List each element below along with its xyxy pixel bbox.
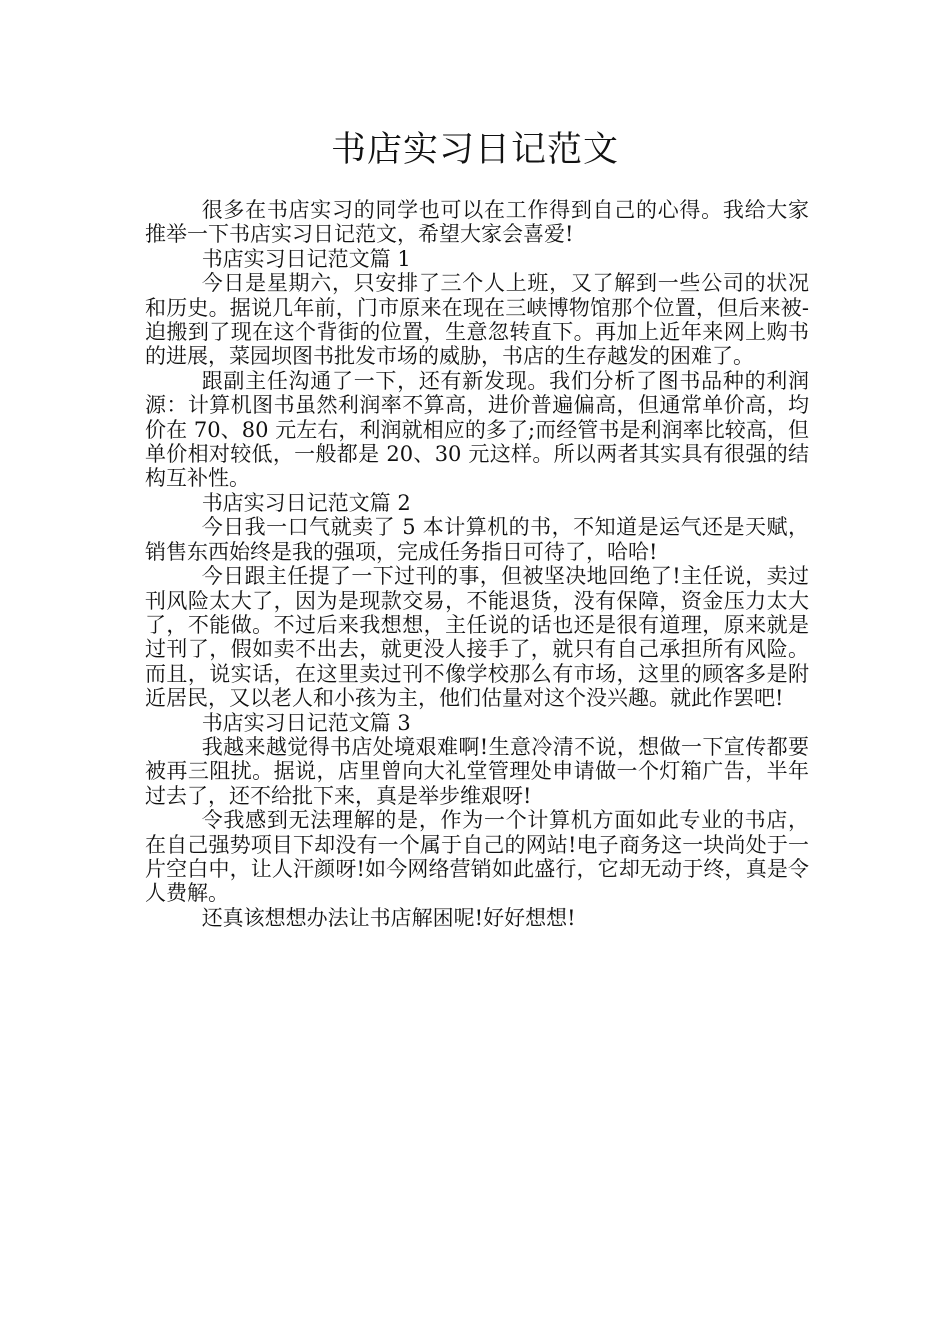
section-heading-2: 书店实习日记范文篇 2: [201, 490, 411, 515]
paragraph: 我越来越觉得书店处境艰难啊!生意冷清不说，想做一下宣传都要被再三阻扰。据说，店里曾向大礼堂管理处申请做一个灯箱广告，半年过去了，还不给批下来，真是举步维艰呀!: [145, 734, 809, 808]
paragraph: 还真该想想办法让书店解困呢!好好想想!: [201, 905, 576, 930]
section-heading-1: 书店实习日记范文篇 1: [201, 246, 411, 271]
section-heading-3: 书店实习日记范文篇 3: [201, 710, 411, 735]
paragraph: 今日跟主任提了一下过刊的事，但被坚决地回绝了!主任说，卖过刊风险太大了，因为是现款交易，不能退货，没有保障，资金压力太大了，不能做。不过后来我想想，主任说的话也还是很有道理，原来就是过刊了，假如卖不出去，就更没人接手了，就只有自己承担所有风险。而且，说实话，在这里卖过刊不像学校那么有市场，这里的顾客多是附近居民，又以老人和小孩为主，他们估量对这个没兴趣。就此作罢吧!: [145, 564, 809, 711]
document-body: [145, 198, 809, 930]
paragraph: 令我感到无法理解的是，作为一个计算机方面如此专业的书店，在自己强势项目下却没有一个属于自己的网站!电子商务这一块尚处于一片空白中，让人汗颜呀!如今网络营销如此盛行，它却无动于终，真是令人费解。: [145, 808, 809, 906]
paragraph: 跟副主任沟通了一下，还有新发现。我们分析了图书品种的利润源：计算机图书虽然利润率不算高，进价普遍偏高，但通常单价高，均价在 70、80 元左右，利润就相应的多了;而经管书是利润率比较高，但单价相对较低，一般都是 20、30 元这样。所以两者其实具有很强的结构互补性。: [145, 368, 809, 491]
paragraph: 今日我一口气就卖了 5 本计算机的书，不知道是运气还是天赋，销售东西始终是我的强项，完成任务指日可待了，哈哈!: [145, 515, 809, 564]
document-title: 书店实习日记范文: [330, 130, 619, 170]
paragraph: 今日是星期六，只安排了三个人上班，又了解到一些公司的状况和历史。据说几年前，门市原来在现在三峡博物馆那个位置，但后来被-迫搬到了现在这个背街的位置，生意忽转直下。再加上近年来网上购书的进展，菜园坝图书批发市场的威胁，书店的生存越发的困难了。: [145, 271, 809, 369]
paragraph-intro: 很多在书店实习的同学也可以在工作得到自己的心得。我给大家推举一下书店实习日记范文，希望大家会喜爱!: [145, 198, 809, 247]
